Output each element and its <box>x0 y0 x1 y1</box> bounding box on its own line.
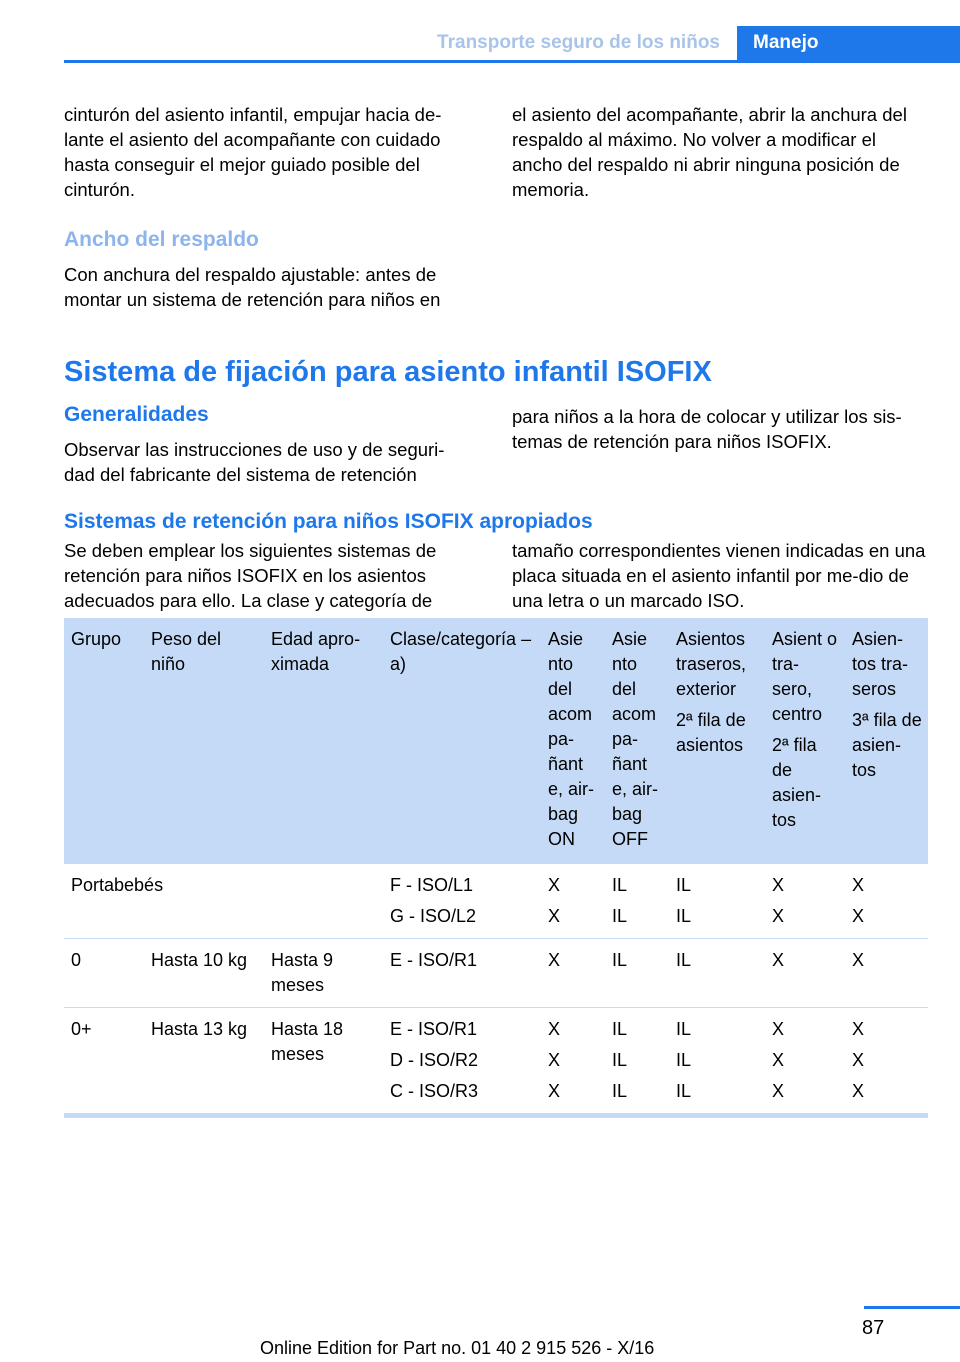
top-right-paragraph: el asiento del acompañante, abrir la anchura del respaldo al máximo. No volver a modificar el ancho del respaldo ni abrir ninguna posición de memoria. <box>512 104 907 200</box>
page-number: 87 <box>862 1317 885 1339</box>
cell-airbag-off: IL <box>605 939 669 1008</box>
footer-rule <box>864 1306 960 1309</box>
cell-peso: Hasta 13 kg <box>144 1008 264 1116</box>
header-edad: Edad apro‐ximada <box>264 618 383 864</box>
cell-exterior: IL IL <box>669 864 765 939</box>
header-peso: Peso del niño <box>144 618 264 864</box>
table-row <box>64 864 928 939</box>
table-row <box>64 939 928 1008</box>
cell-airbag-on: X X X <box>541 1008 605 1116</box>
cell-edad: Hasta 9 meses <box>264 939 383 1008</box>
cell-airbag-on: X X <box>541 864 605 939</box>
table-header-row <box>64 618 928 864</box>
edition-note: Online Edition for Part no. 01 40 2 915 526 - X/16 <box>260 1338 655 1358</box>
apropiados-heading: Sistemas de retención para niños ISOFIX apropiados <box>64 510 593 533</box>
generalidades-left <box>64 437 474 487</box>
header-airbag-off: Asie nto del acom pa‐ ñant e, air‐ bag OFF <box>605 618 669 864</box>
cell-exterior: IL IL IL <box>669 1008 765 1116</box>
table-row <box>64 1008 928 1116</box>
header-rule <box>64 60 960 63</box>
apropiados-right <box>512 538 928 613</box>
header-tercera-fila: Asien‐ tos tra‐ seros 3ª fila de asien‐ tos <box>845 618 928 864</box>
apropiados-left-paragraph: Se deben emplear los siguientes sistemas de retención para niños ISOFIX en los asientos adecuados para ello. La clase y categoría de <box>64 540 437 611</box>
generalidades-left-paragraph: Observar las instrucciones de uso y de seguri‐dad del fabricante del sistema de retención <box>64 439 445 485</box>
cell-centro: X X X <box>765 1008 845 1116</box>
header-trasero-centro: Asient o tra‐ sero, centro 2ª fila de asien‐ tos <box>765 618 845 864</box>
cell-peso: Hasta 10 kg <box>144 939 264 1008</box>
generalidades-right-paragraph: para niños a la hora de colocar y utilizar los sis‐temas de retención para niños ISOFIX. <box>512 406 902 452</box>
header-clase: Clase/categoría – a) <box>383 618 541 864</box>
cell-centro: X <box>765 939 845 1008</box>
cell-edad: Hasta 18 meses <box>264 1008 383 1116</box>
cell-tercera: X X X <box>845 1008 928 1116</box>
cell-airbag-off: IL IL IL <box>605 1008 669 1116</box>
isofix-table <box>64 618 928 1118</box>
header-grupo: Grupo <box>64 618 144 864</box>
isofix-title: Sistema de fijación para asiento infantil ISOFIX <box>64 356 712 388</box>
breadcrumb: Transporte seguro de los niños <box>437 32 720 53</box>
ancho-column <box>64 262 474 312</box>
cell-airbag-on: X <box>541 939 605 1008</box>
apropiados-right-paragraph: tamaño correspondientes vienen indicadas en una placa situada en el asiento infantil por me‐dio de una letra o un marcado ISO. <box>512 540 926 611</box>
cell-tercera: X <box>845 939 928 1008</box>
cell-clase: E - ISO/R1 <box>383 939 541 1008</box>
generalidades-right <box>512 404 928 454</box>
cell-clase: F - ISO/L1 G - ISO/L2 <box>383 864 541 939</box>
header-airbag-on: Asie nto del acom pa‐ ñant e, air‐ bag ON <box>541 618 605 864</box>
cell-edad <box>264 864 383 939</box>
generalidades-heading: Generalidades <box>64 403 209 426</box>
top-right-column <box>512 102 928 202</box>
cell-exterior: IL <box>669 939 765 1008</box>
header-traseros-exterior: Asientos traseros, exterior 2ª fila de asientos <box>669 618 765 864</box>
ancho-heading: Ancho del respaldo <box>64 228 259 251</box>
top-left-paragraph: cinturón del asiento infantil, empujar hacia de‐lante el asiento del acompañante con cuidado hasta conseguir el mejor guiado posible del cinturón. <box>64 104 442 200</box>
chapter-tab: Manejo <box>737 26 960 60</box>
cell-airbag-off: IL IL <box>605 864 669 939</box>
cell-clase: E - ISO/R1 D - ISO/R2 C - ISO/R3 <box>383 1008 541 1116</box>
cell-centro: X X <box>765 864 845 939</box>
cell-grupo: 0+ <box>64 1008 144 1116</box>
top-left-column <box>64 102 474 202</box>
cell-tercera: X X <box>845 864 928 939</box>
cell-grupo: 0 <box>64 939 144 1008</box>
ancho-paragraph: Con anchura del respaldo ajustable: antes de montar un sistema de retención para niños en <box>64 264 441 310</box>
cell-grupo: Portabebés <box>64 864 144 939</box>
apropiados-left <box>64 538 474 613</box>
